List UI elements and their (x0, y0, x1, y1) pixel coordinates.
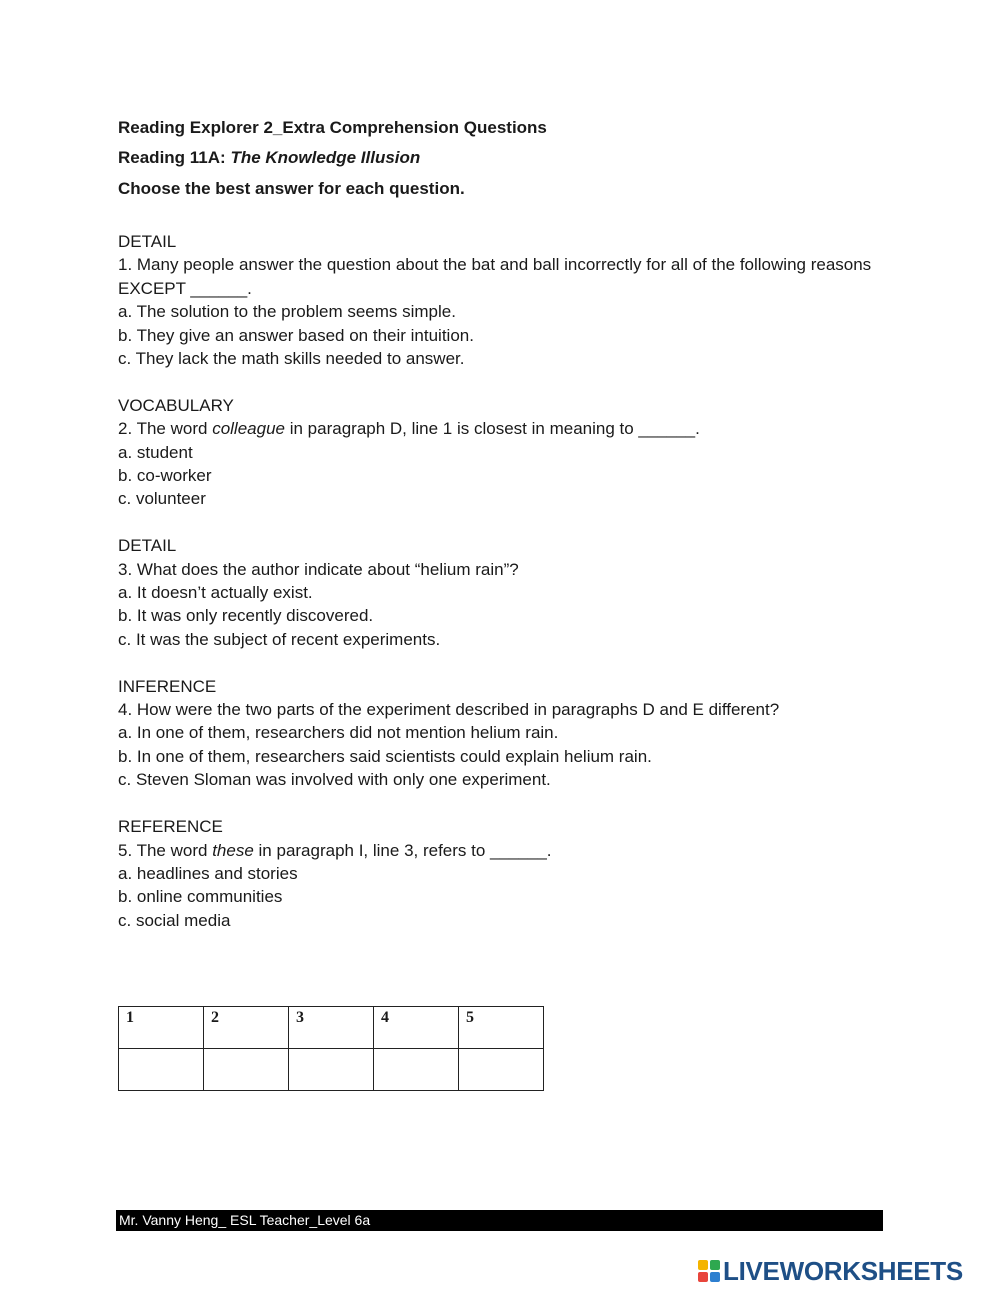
q2-stem-post: in paragraph D, line 1 is closest in meaning to ______. (289, 419, 700, 439)
q1-option-c[interactable]: c. They lack the math skills needed to answer. (118, 349, 465, 369)
reading-label: Reading 11A: (118, 148, 226, 167)
q5-stem-word: these (212, 840, 254, 860)
liveworksheets-logo-icon (698, 1260, 720, 1282)
q2-option-c[interactable]: c. volunteer (118, 489, 206, 509)
q3-category: DETAIL (118, 536, 177, 556)
q1-stem: 1. Many people answer the question about the bat and ball incorrectly for all of the following reasons EXCEPT ______. (118, 255, 872, 298)
q5-stem-pre: 5. The word (118, 840, 208, 860)
q4-stem: 4. How were the two parts of the experiment described in paragraphs D and E different? (118, 700, 780, 720)
q2-option-b[interactable]: b. co-worker (118, 466, 212, 486)
q2-stem-word: colleague (212, 419, 285, 439)
q2-category: VOCABULARY (118, 395, 234, 415)
footer-bar: Mr. Vanny Heng_ ESL Teacher_Level 6a (116, 1210, 883, 1231)
answer-table-header-row (119, 1007, 544, 1049)
brand-name: LIVEWORKSHEETS (723, 1255, 963, 1286)
q5-option-a[interactable]: a. headlines and stories (118, 863, 298, 883)
answer-cell-1[interactable] (119, 1049, 204, 1091)
q3-option-c[interactable]: c. It was the subject of recent experiments. (118, 629, 441, 649)
answer-number-3: 3 (289, 1007, 374, 1049)
q5-option-c[interactable]: c. social media (118, 910, 231, 930)
q1-option-b[interactable]: b. They give an answer based on their intuition. (118, 325, 474, 345)
reading-title: The Knowledge Illusion (230, 148, 421, 167)
q5-stem-post: in paragraph I, line 3, refers to ______. (258, 840, 552, 860)
logo-square-3 (698, 1272, 708, 1282)
logo-square-4 (710, 1272, 720, 1282)
logo-square-1 (698, 1260, 708, 1270)
answer-cell-2[interactable] (204, 1049, 289, 1091)
reading-heading (118, 148, 420, 168)
q4-option-b[interactable]: b. In one of them, researchers said scientists could explain helium rain. (118, 746, 652, 766)
q2-option-a[interactable]: a. student (118, 442, 193, 462)
answer-cell-5[interactable] (459, 1049, 544, 1091)
liveworksheets-brand[interactable] (698, 1257, 963, 1285)
q3-option-a[interactable]: a. It doesn’t actually exist. (118, 583, 313, 603)
q1-option-a[interactable]: a. The solution to the problem seems simple. (118, 302, 456, 322)
questions-block (118, 230, 878, 932)
answer-table (118, 1006, 544, 1091)
answer-cell-4[interactable] (374, 1049, 459, 1091)
answer-number-5: 5 (459, 1007, 544, 1049)
answer-cell-3[interactable] (289, 1049, 374, 1091)
logo-square-2 (710, 1260, 720, 1270)
q3-stem: 3. What does the author indicate about “helium rain”? (118, 559, 519, 579)
q2-stem-pre: 2. The word (118, 419, 208, 439)
q5-option-b[interactable]: b. online communities (118, 887, 283, 907)
worksheet-title: Reading Explorer 2_Extra Comprehension Questions (118, 118, 547, 137)
q5-category: REFERENCE (118, 817, 223, 837)
q3-option-b[interactable]: b. It was only recently discovered. (118, 606, 374, 626)
q1-category: DETAIL (118, 232, 177, 251)
instruction: Choose the best answer for each question. (118, 179, 465, 198)
answer-number-1: 1 (119, 1007, 204, 1049)
q2-stem (118, 417, 878, 440)
q4-option-a[interactable]: a. In one of them, researchers did not mention helium rain. (118, 723, 559, 743)
answer-number-2: 2 (204, 1007, 289, 1049)
answer-table-input-row (119, 1049, 544, 1091)
q4-category: INFERENCE (118, 676, 217, 696)
q4-option-c[interactable]: c. Steven Sloman was involved with only one experiment. (118, 770, 551, 790)
q5-stem (118, 839, 878, 862)
answer-number-4: 4 (374, 1007, 459, 1049)
